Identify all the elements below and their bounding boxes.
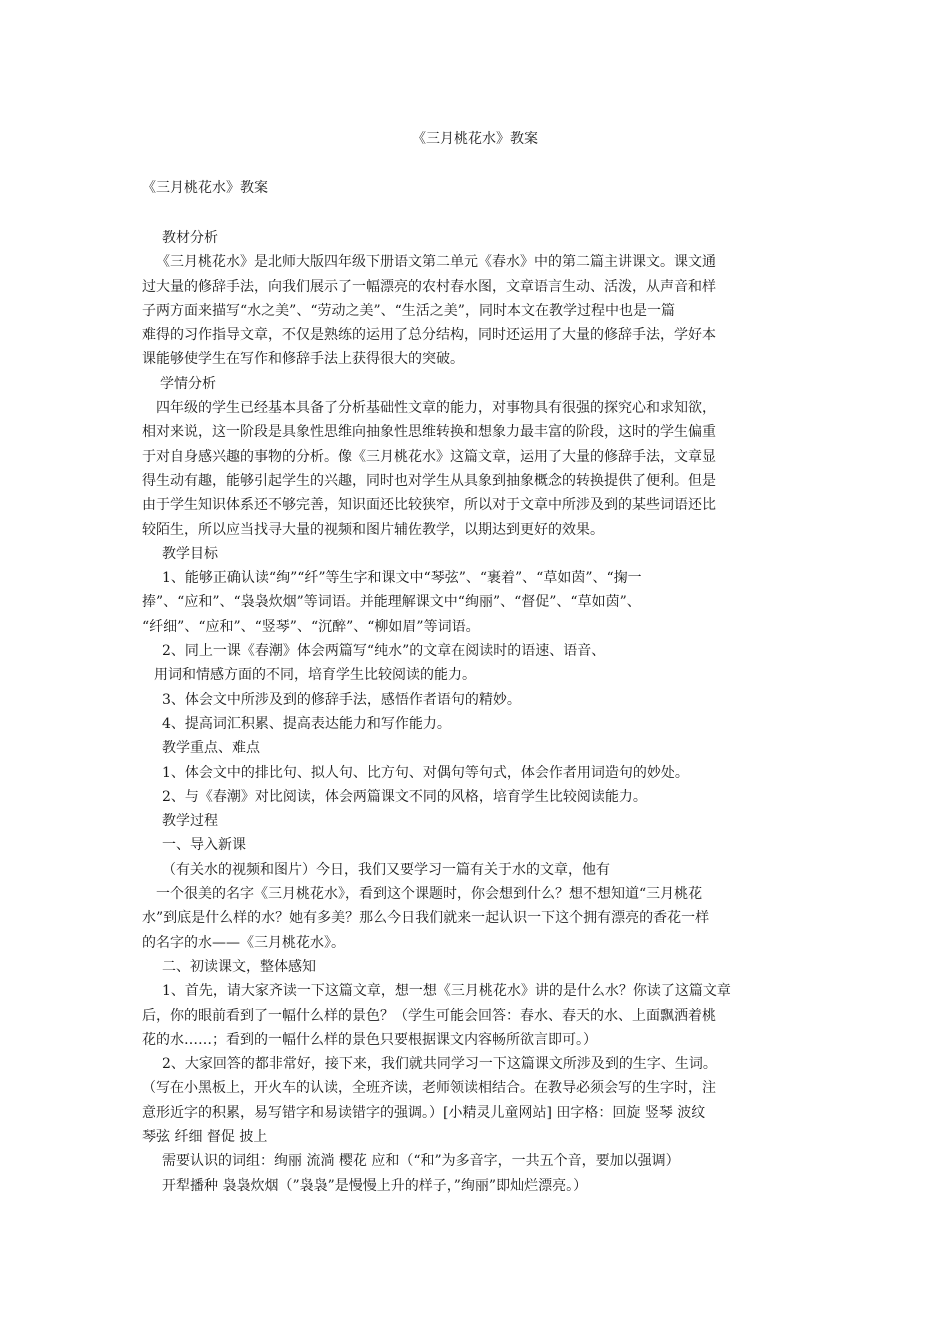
paragraph-line: 开犁播种 袅袅炊烟（”袅袅”是慢慢上升的样子，”绚丽”即灿烂漂亮。） [162, 1177, 588, 1194]
paragraph-line: 2、与《春潮》对比阅读，体会两篇课文不同的风格，培育学生比较阅读能力。 [162, 788, 647, 805]
paragraph-line: 相对来说，这一阶段是具象性思维向抽象性思维转换和想象力最丰富的阶段，这时的学生偏重 [142, 424, 716, 441]
paragraph-line: 2、大家回答的都非常好，接下来，我们就共同学习一下这篇课文所涉及到的生字、生词。 [162, 1056, 717, 1073]
page-title: 《三月桃花水》教案 [412, 131, 538, 147]
paragraph-line: 需要认识的词组：绚丽 流淌 樱花 应和（“和”为多音字，一共五个音，要加以强调） [162, 1153, 680, 1170]
section-heading: 一、导入新课 [162, 837, 246, 854]
paragraph-line: “纤细”、“应和”、“竖琴”、“沉醉”、“柳如眉”等词语。 [142, 618, 480, 635]
paragraph-line: 子两方面来描写“水之美”、“劳动之美”、“生活之美”，同时本文在教学过程中也是一篇 [142, 302, 675, 319]
paragraph-line: 琴弦 纤细 督促 披上 [142, 1128, 268, 1145]
paragraph-line: （有关水的视频和图片）今日，我们又要学习一篇有关于水的文章，他有 [162, 861, 610, 878]
paragraph-line: 的名字的水——《三月桃花水》。 [142, 934, 345, 951]
document-heading: 《三月桃花水》教案 [142, 180, 268, 196]
paragraph-line: 《三月桃花水》是北师大版四年级下册语文第二单元《春水》中的第二篇主讲课文。课文通 [156, 254, 716, 271]
paragraph-line: 3、体会文中所涉及到的修辞手法，感悟作者语句的精妙。 [162, 691, 521, 708]
paragraph-line: 水”到底是什么样的水？她有多美？那么今日我们就来一起认识一下这个拥有漂亮的香花一样 [142, 910, 710, 927]
section-heading: 学情分析 [160, 375, 216, 392]
paragraph-line: 得生动有趣，能够引起学生的兴趣，同时也对学生从具象到抽象概念的转换提供了便利。但是 [142, 472, 716, 489]
section-heading: 教学重点、难点 [162, 740, 260, 757]
paragraph-line: 后，你的眼前看到了一幅什么样的景色？（学生可能会回答：春水、春天的水、上面飘洒着桃 [142, 1007, 716, 1024]
paragraph-line: 较陌生，所以应当找寻大量的视频和图片辅佐教学，以期达到更好的效果。 [142, 521, 604, 538]
paragraph-line: 捧”、“应和”、“袅袅炊烟”等词语。并能理解课文中“绚丽”、“督促”、“草如茵”、 [142, 594, 641, 611]
paragraph-line: （写在小黑板上，开火车的认读，全班齐读，老师领读相结合。在教导必须会写的生字时，注 [142, 1080, 716, 1097]
paragraph-line: 过大量的修辞手法，向我们展示了一幅漂亮的农村春水图，文章语言生动、活泼，从声音和样 [142, 278, 716, 295]
section-heading: 教学目标 [162, 545, 218, 562]
paragraph-line: 于对自身感兴趣的事物的分析。像《三月桃花水》这篇文章，运用了大量的修辞手法，文章显 [142, 448, 716, 465]
paragraph-line: 1、体会文中的排比句、拟人句、比方句、对偶句等句式，体会作者用词造句的妙处。 [162, 764, 689, 781]
paragraph-line: 4、提高词汇积累、提高表达能力和写作能力。 [162, 715, 451, 732]
paragraph-line: 意形近字的积累，易写错字和易读错字的强调。）[小精灵儿童网站] 田字格：回旋 竖琴 波纹 [142, 1104, 706, 1121]
section-heading: 二、初读课文，整体感知 [162, 958, 316, 975]
paragraph-line: 2、同上一课《春潮》体会两篇写“纯水”的文章在阅读时的语速、语音、 [162, 643, 606, 660]
document-body [142, 226, 812, 1198]
paragraph-line: 花的水……；看到的一幅什么样的景色只要根据课文内容畅所欲言即可。） [142, 1031, 597, 1048]
paragraph-line: 一个很美的名字《三月桃花水》，看到这个课题时，你会想到什么？想不想知道“三月桃花 [156, 886, 703, 903]
paragraph-line: 四年级的学生已经基本具备了分析基础性文章的能力，对事物具有很强的探究心和求知欲， [156, 400, 716, 417]
paragraph-line: 课能够使学生在写作和修辞手法上获得很大的突破。 [142, 351, 464, 368]
paragraph-line: 由于学生知识体系还不够完善，知识面还比较狭窄，所以对于文章中所涉及到的某些词语还比 [142, 497, 716, 514]
section-heading: 教材分析 [162, 230, 218, 246]
paragraph-line: 难得的习作指导文章，不仅是熟练的运用了总分结构，同时还运用了大量的修辞手法，学好本 [142, 327, 716, 344]
paragraph-line: 1、首先，请大家齐读一下这篇文章，想一想《三月桃花水》讲的是什么水？你读了这篇文章 [162, 983, 731, 1000]
section-heading: 教学过程 [162, 813, 218, 830]
paragraph-line: 用词和情感方面的不同，培育学生比较阅读的能力。 [154, 667, 476, 684]
paragraph-line: 1、能够正确认读“绚”“纤”等生字和课文中“琴弦”、“裹着”、“草如茵”、“掬一 [162, 570, 642, 587]
